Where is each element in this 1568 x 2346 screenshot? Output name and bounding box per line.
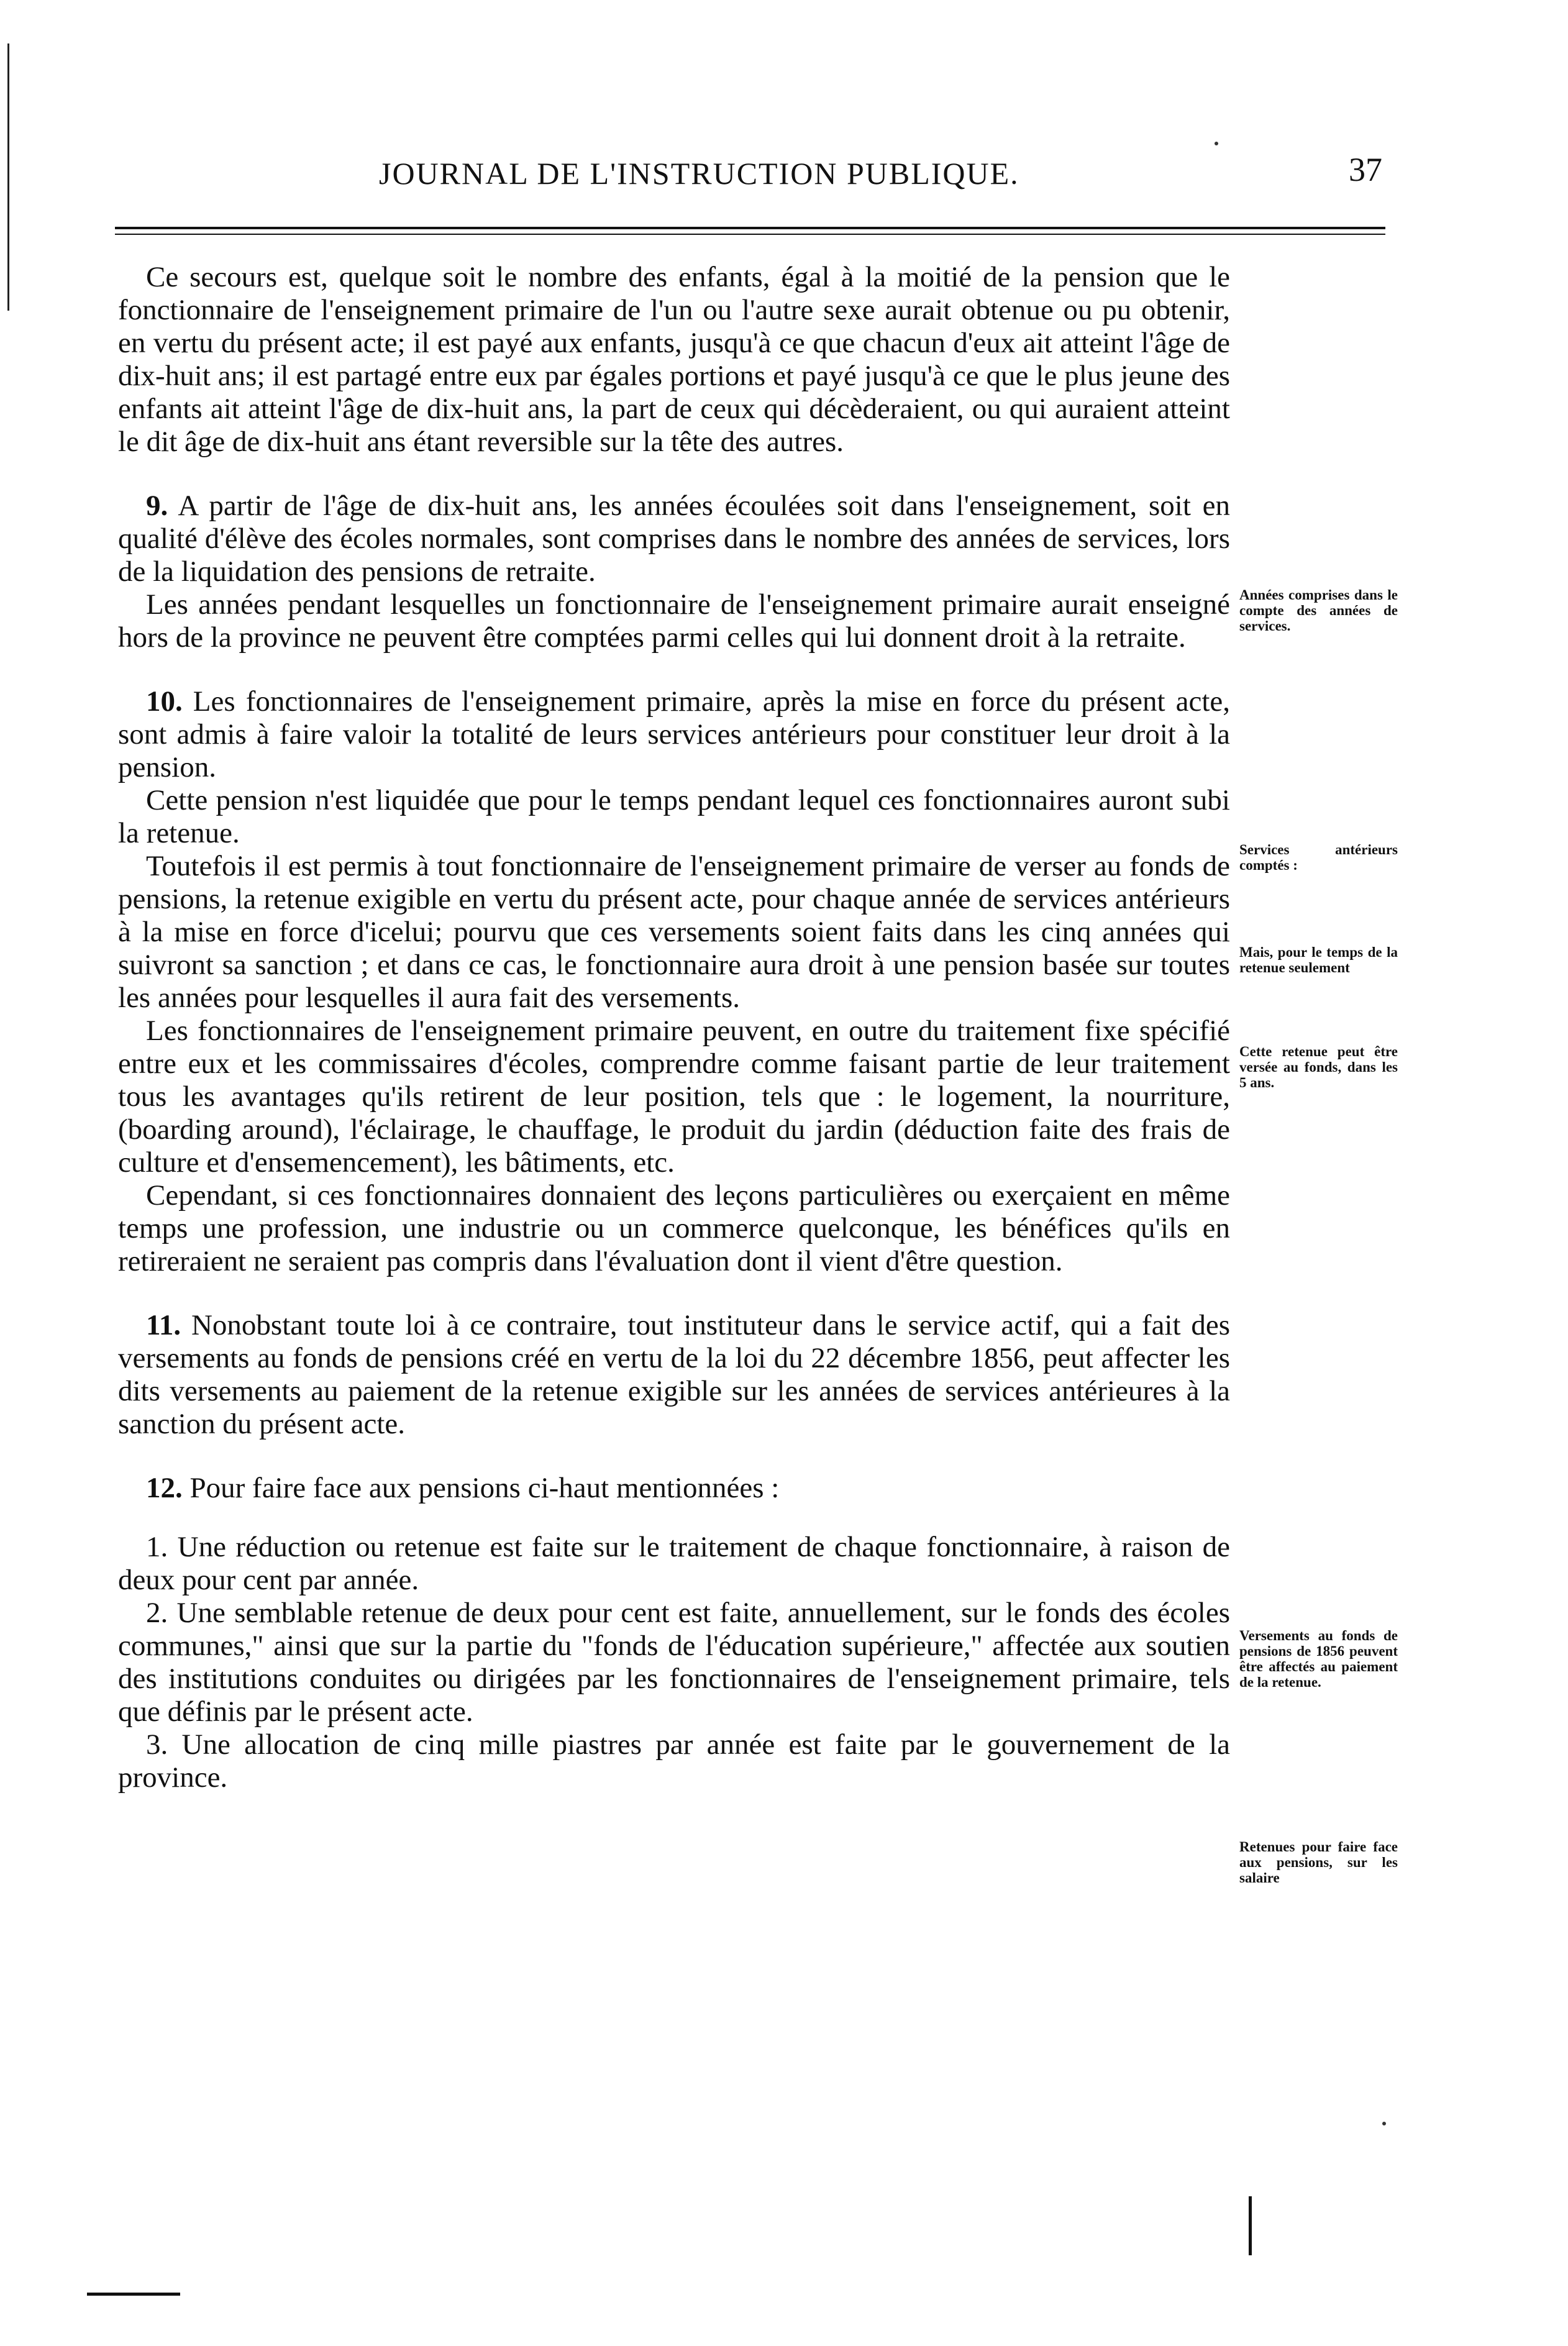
section-paragraph: Toutefois il est permis à tout fonctionnaire de l'enseignement primaire de verser au fonds de pensions, la retenue exigible en vertu du présent acte, pour chaque année de services antérieurs à la mise en force d'icelui; pourvu que ces versements soient faits dans les cinq années qui suivront sa sanction ; et dans ce cas, le fonctionnaire aura droit à une pension basée sur toutes les années pour lesquelles il aura fait des versements.	[118, 850, 1230, 1014]
section-10	[118, 685, 1230, 1278]
section-paragraph: A partir de l'âge de dix-huit ans, les années écoulées soit dans l'enseignement, soit en qualité d'élève des écoles normales, sont comprises dans le nombre des années de services, lors de la liquidation des pensions de retraite.	[118, 490, 1230, 588]
section-number: 11.	[146, 1309, 181, 1341]
section-number: 10.	[146, 685, 183, 718]
section-paragraph: Les fonctionnaires de l'enseignement primaire peuvent, en outre du traitement fixe spécifié entre eux et les commissaires d'écoles, comprendre comme faisant partie de leur traitement tous les avantages qu'ils retirent de leur position, tels que : le logement, la nourriture, (boarding around), l'éclairage, le chauffage, le produit du jardin (déduction faite des frais de culture et d'ensemencement), les bâtiments, etc.	[118, 1015, 1230, 1179]
list-item: 2. Une semblable retenue de deux pour cent est faite, annuellement, sur le fonds des écoles communes," ainsi que sur la partie du "fonds de l'éducation supérieure," affectée aux soutien des institutions conduites ou dirigées par les fonctionnaires de l'enseignement primaire, tels que définis par le présent acte.	[118, 1597, 1230, 1728]
journal-title: JOURNAL DE L'INSTRUCTION PUBLIQUE.	[379, 156, 1019, 191]
section-paragraph: Pour faire face aux pensions ci-haut mentionnées :	[189, 1472, 780, 1504]
scan-edge-line	[7, 43, 9, 311]
section-number: 9.	[146, 490, 168, 522]
print-speck	[1215, 142, 1218, 145]
print-mark	[87, 2293, 180, 2296]
section-paragraph: Cependant, si ces fonctionnaires donnaient des leçons particulières ou exerçaient en même temps une profession, une industrie ou un commerce quelconque, les bénéfices qu'ils en retireraient ne seraient pas compris dans l'évaluation dont il vient d'être question.	[118, 1179, 1230, 1277]
margin-note: Services antérieurs comptés :	[1239, 842, 1398, 873]
list-item: 3. Une allocation de cinq mille piastres par année est faite par le gouvernement de la province.	[118, 1728, 1230, 1794]
margin-note: Mais, pour le temps de la retenue seulement	[1239, 944, 1398, 975]
section-paragraph: Nonobstant toute loi à ce contraire, tout instituteur dans le service actif, qui a fait des versements au fonds de pensions créé en vertu de la loi du 22 décembre 1856, peut affecter les dits versements au paiement de la retenue exigible sur les années de services antérieures à la sanction du présent acte.	[118, 1309, 1231, 1440]
print-mark	[1249, 2196, 1252, 2255]
page-number: 37	[1349, 151, 1382, 188]
section-number: 12.	[146, 1472, 183, 1504]
section-11	[118, 1309, 1230, 1441]
list-item: 1. Une réduction ou retenue est faite sur le traitement de chaque fonctionnaire, à raison de deux pour cent par année.	[118, 1531, 1230, 1596]
intro-paragraph: Ce secours est, quelque soit le nombre des enfants, égal à la moitié de la pension que le fonctionnaire de l'enseignement primaire de l'un ou l'autre sexe aurait obtenue ou pu obtenir, en vertu du présent acte; il est payé aux enfants, jusqu'à ce que chacun d'eux ait atteint l'âge de dix-huit ans; il est partagé entre eux par égales portions et payé jusqu'à ce que le plus jeune des enfants ait atteint l'âge de dix-huit ans, la part de ceux qui décèderaient, ou qui auraient atteint le dit âge de dix-huit ans étant reversible sur la tête des autres.	[118, 261, 1230, 458]
section-paragraph: Cette pension n'est liquidée que pour le temps pendant lequel ces fonctionnaires auront subi la retenue.	[118, 784, 1230, 849]
margin-note: Versements au fonds de pensions de 1856 peuvent être affectés au paiement de la retenue.	[1239, 1628, 1398, 1690]
margin-note: Années comprises dans le compte des années de services.	[1239, 587, 1398, 634]
section-9	[118, 490, 1230, 654]
margin-note: Retenues pour faire face aux pensions, sur les salaire	[1239, 1839, 1398, 1886]
section-paragraph: Les fonctionnaires de l'enseignement primaire, après la mise en force du présent acte, sont admis à faire valoir la totalité de leurs services antérieurs pour constituer leur droit à la pension.	[118, 685, 1231, 783]
section-paragraph: Les années pendant lesquelles un fonctionnaire de l'enseignement primaire aurait enseigné hors de la province ne peuvent être comptées parmi celles qui lui donnent droit à la retraite.	[118, 588, 1230, 654]
page-header	[115, 151, 1382, 205]
print-speck	[1382, 2122, 1386, 2125]
header-rule-thick	[115, 227, 1385, 229]
section-12	[118, 1472, 1230, 1794]
header-rule-thin	[115, 234, 1385, 235]
margin-note: Cette retenue peut être versée au fonds, dans les 5 ans.	[1239, 1044, 1398, 1090]
article-body	[118, 261, 1230, 1794]
